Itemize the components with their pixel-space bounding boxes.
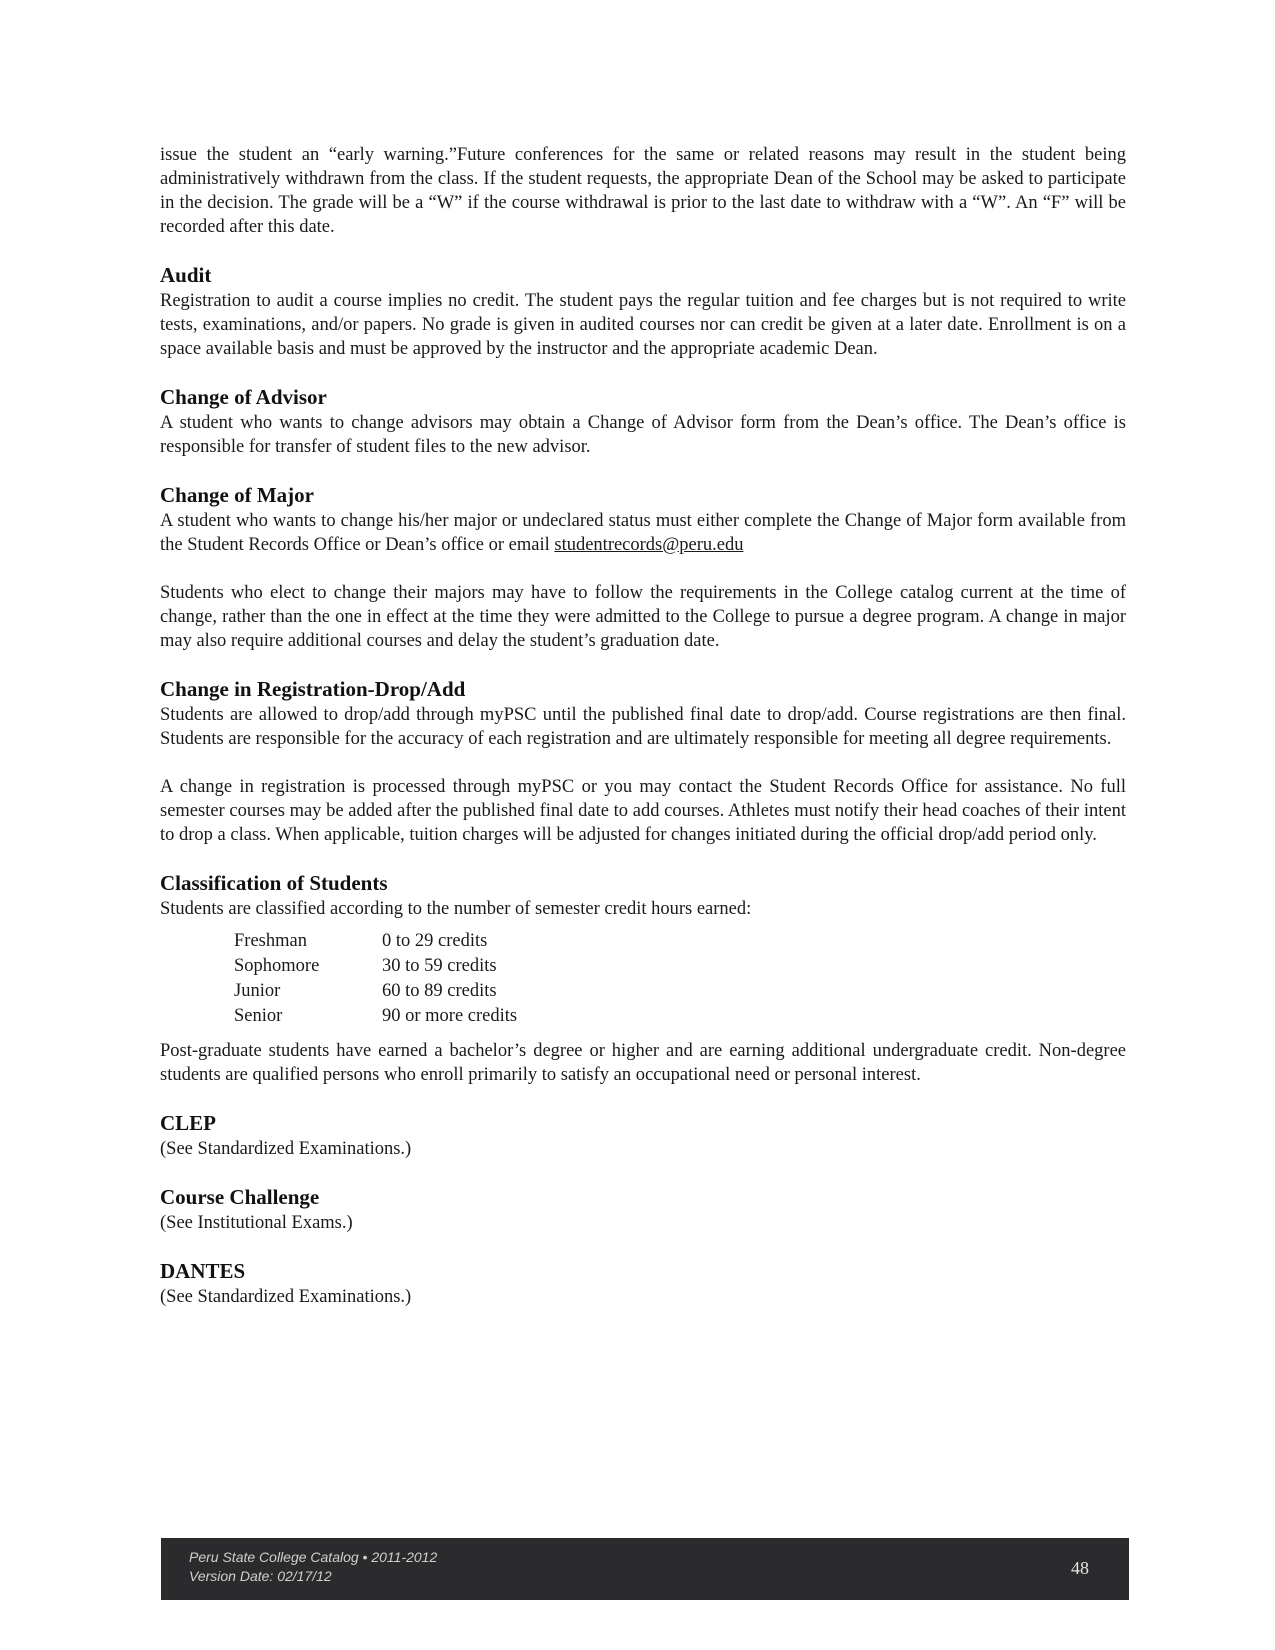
table-row xyxy=(234,979,517,1004)
section-change-of-major xyxy=(160,481,1126,653)
class-name: Freshman xyxy=(234,931,307,951)
audit-paragraph: Registration to audit a course implies no credit. The student pays the regular tuition and fee charges but is not required to write tests, examinations, and/or papers. No grade is given in audited courses nor can credit be given at a later date. Enrollment is on a space available basis and must be approved by the instructor and the appropriate academic Dean. xyxy=(160,291,1126,359)
class-credits: 90 or more credits xyxy=(382,1006,518,1026)
section-clep xyxy=(160,1109,1126,1161)
change-in-registration-paragraph-1: Students are allowed to drop/add through myPSC until the published final date to drop/add. Course registrations are then final. Students are responsible for the accuracy of each registration and are ultimately responsible for meeting all degree requirements. xyxy=(160,705,1126,749)
intro-paragraph: issue the student an “early warning.”Future conferences for the same or related reasons may result in the student being administratively withdrawn from the class. If the student requests, the appropriate Dean of the School may be asked to participate in the decision. The grade will be a “W” if the course withdrawal is prior to the last date to withdraw with a “W”. An “F” will be recorded after this date. xyxy=(160,145,1126,237)
document-body xyxy=(160,143,1126,1309)
footer-version-date: Version Date: 02/17/12 xyxy=(189,1568,332,1584)
change-of-major-paragraph-2: Students who elect to change their majors may have to follow the requirements in the College catalog current at the time of change, rather than the one in effect at the time they were admitted to the College to pursue a degree program. A change in major may also require additional courses and delay the student’s graduation date. xyxy=(160,583,1126,651)
table-row xyxy=(234,954,517,979)
page-footer xyxy=(161,1538,1129,1600)
class-credits: 0 to 29 credits xyxy=(382,931,488,951)
class-name: Junior xyxy=(234,981,281,1001)
classification-post-paragraph: Post-graduate students have earned a bachelor’s degree or higher and are earning additional undergraduate credit. Non-degree students are qualified persons who enroll primarily to satisfy an occupational need or personal interest. xyxy=(160,1041,1126,1085)
page-number: 48 xyxy=(1071,1558,1089,1578)
course-challenge-heading: Course Challenge xyxy=(160,1185,320,1209)
classification-intro: Students are classified according to the number of semester credit hours earned: xyxy=(160,899,752,919)
clep-paragraph: (See Standardized Examinations.) xyxy=(160,1139,412,1159)
clep-heading: CLEP xyxy=(160,1111,217,1135)
classification-table xyxy=(234,929,517,1029)
class-name: Senior xyxy=(234,1006,283,1026)
change-of-advisor-heading: Change of Advisor xyxy=(160,385,327,409)
footer-info xyxy=(189,1548,437,1586)
section-course-challenge xyxy=(160,1183,1126,1235)
section-change-in-registration xyxy=(160,675,1126,847)
change-of-major-paragraph-1 xyxy=(160,509,1126,557)
section-change-of-advisor xyxy=(160,383,1126,459)
section-classification xyxy=(160,869,1126,1087)
class-credits: 30 to 59 credits xyxy=(382,956,497,976)
class-credits: 60 to 89 credits xyxy=(382,981,497,1001)
section-audit xyxy=(160,261,1126,361)
change-of-major-heading: Change of Major xyxy=(160,483,314,507)
student-records-email-link[interactable]: studentrecords@peru.edu xyxy=(554,535,744,555)
dantes-paragraph: (See Standardized Examinations.) xyxy=(160,1287,412,1307)
table-row xyxy=(234,1004,517,1029)
section-dantes xyxy=(160,1257,1126,1309)
course-challenge-paragraph: (See Institutional Exams.) xyxy=(160,1213,353,1233)
dantes-heading: DANTES xyxy=(160,1259,246,1283)
footer-catalog-title: Peru State College Catalog • 2011-2012 xyxy=(189,1549,438,1565)
change-of-advisor-paragraph: A student who wants to change advisors may obtain a Change of Advisor form from the Dean’s office. The Dean’s office is responsible for transfer of student files to the new advisor. xyxy=(160,413,1126,457)
change-in-registration-paragraph-2: A change in registration is processed through myPSC or you may contact the Student Records Office for assistance. No full semester courses may be added after the published final date to add courses. Athletes must notify their head coaches of their intent to drop a class. When applicable, tuition charges will be adjusted for changes initiated during the official drop/add period only. xyxy=(160,777,1126,845)
change-in-registration-heading: Change in Registration-Drop/Add xyxy=(160,677,466,701)
change-of-major-text: A student who wants to change his/her major or undeclared status must either complete the Change of Major form available from the Student Records Office or Dean’s office or email xyxy=(160,511,1126,555)
table-row xyxy=(234,929,517,954)
class-name: Sophomore xyxy=(234,956,320,976)
classification-heading: Classification of Students xyxy=(160,871,388,895)
audit-heading: Audit xyxy=(160,263,212,287)
